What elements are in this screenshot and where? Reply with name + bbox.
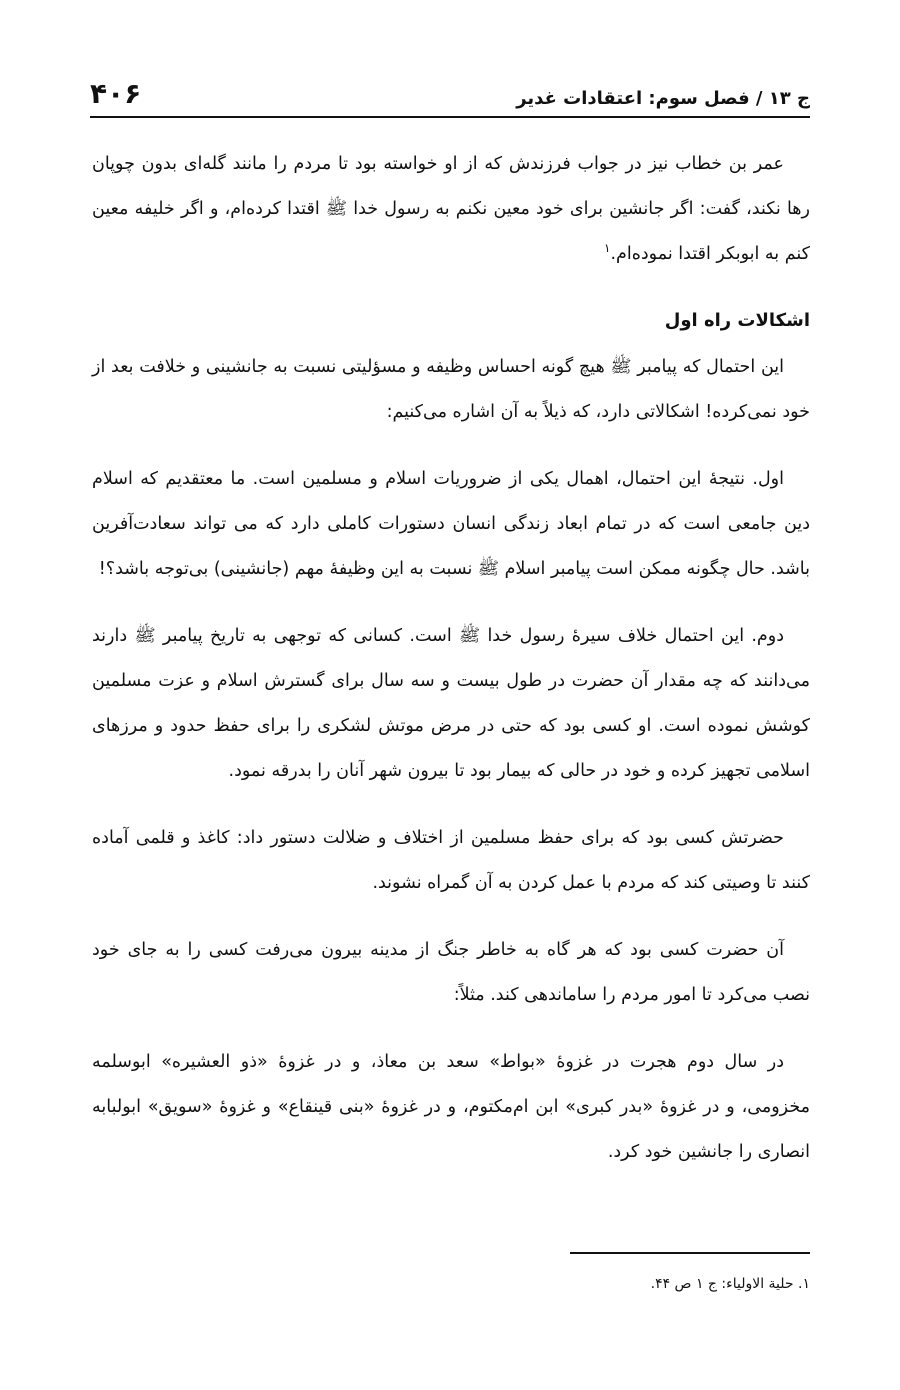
page-header: [90, 62, 810, 118]
paragraph-first-objection: اول. نتیجهٔ این احتمال، اهمال یکی از ضروریات اسلام و مسلمین است. ما معتقدیم که اسلام دین جامعی است که در تمام ابعاد زندگی انسان دستورات کاملی دارد که می تواند سعادت‌آفرین باشد. حال چگونه ممکن است پیامبر اسلام ﷺ نسبت به این وظیفهٔ مهم (جانشینی) بی‌توجه باشد؟!: [92, 469, 810, 579]
paragraph-umar-quote: [92, 142, 810, 277]
footnote-reference: ۱: [604, 241, 611, 256]
footnote-divider: [570, 1252, 810, 1254]
paragraph-intro: این احتمال که پیامبر ﷺ هیچ گونه احساس وظیفه و مسؤلیتی نسبت به جانشینی و خلافت بعد از خود نمی‌کرده! اشکالاتی دارد، که ذیلاً به آن اشاره می‌کنیم:: [92, 357, 810, 422]
main-text: [92, 142, 810, 1197]
section-heading: اشکالات راه اول: [664, 310, 810, 331]
footnote: ۱. حلیة الاولیاء: ج ۱ ص ۴۴.: [650, 1276, 810, 1292]
running-title: ج ۱۳ / فصل سوم: اعتقادات غدیر: [516, 88, 810, 109]
paragraph-appointing-deputies: آن حضرت کسی بود که هر گاه به خاطر جنگ از مدینه بیرون می‌رفت کسی را به جای خود نصب می‌کرد تا امور مردم را ساماندهی کند. مثلاً:: [92, 940, 810, 1005]
paragraph-second-objection: دوم. این احتمال خلاف سیرهٔ رسول خدا ﷺ است. کسانی که توجهی به تاریخ پیامبر ﷺ دارند می‌دانند که چه مقدار آن حضرت در طول بیست و سه سال برای گسترش اسلام و عزت مسلمین کوشش نموده است. او کسی بود که حتی در مرض موتش لشکری را برای حفظ حدود و مرزهای اسلامی تجهیز کرده و خود در حالی که بیمار بود تا بیرون شهر آنان را بدرقه نمود.: [92, 626, 810, 781]
paragraph-paper-and-pen: حضرتش کسی بود که برای حفظ مسلمین از اختلاف و ضلالت دستور داد: کاغذ و قلمی آماده کنند تا وصیتی کند که مردم با عمل کردن به آن گمراه نشوند.: [92, 828, 810, 893]
paragraph-examples: در سال دوم هجرت در غزوهٔ «بواط» سعد بن معاذ، و در غزوهٔ «ذو العشیره» ابوسلمه مخزومی، و در غزوهٔ «بدر کبری» ابن ام‌مکتوم، و در غزوهٔ «بنی قینقاع» و غزوهٔ «سویق» ابولبابه انصاری را جانشین خود کرد.: [92, 1052, 810, 1162]
paragraph-text: عمر بن خطاب نیز در جواب فرزندش که از او خواسته بود تا مردم را مانند گله‌ای بدون چوپان رها نکند، گفت: اگر جانشین برای خود معین نکنم به رسول خدا ﷺ اقتدا کرده‌ام، و اگر خلیفه معین کنم به ابوبکر اقتدا نموده‌ام.: [92, 154, 810, 264]
page-number: ۴۰۶: [90, 77, 142, 110]
